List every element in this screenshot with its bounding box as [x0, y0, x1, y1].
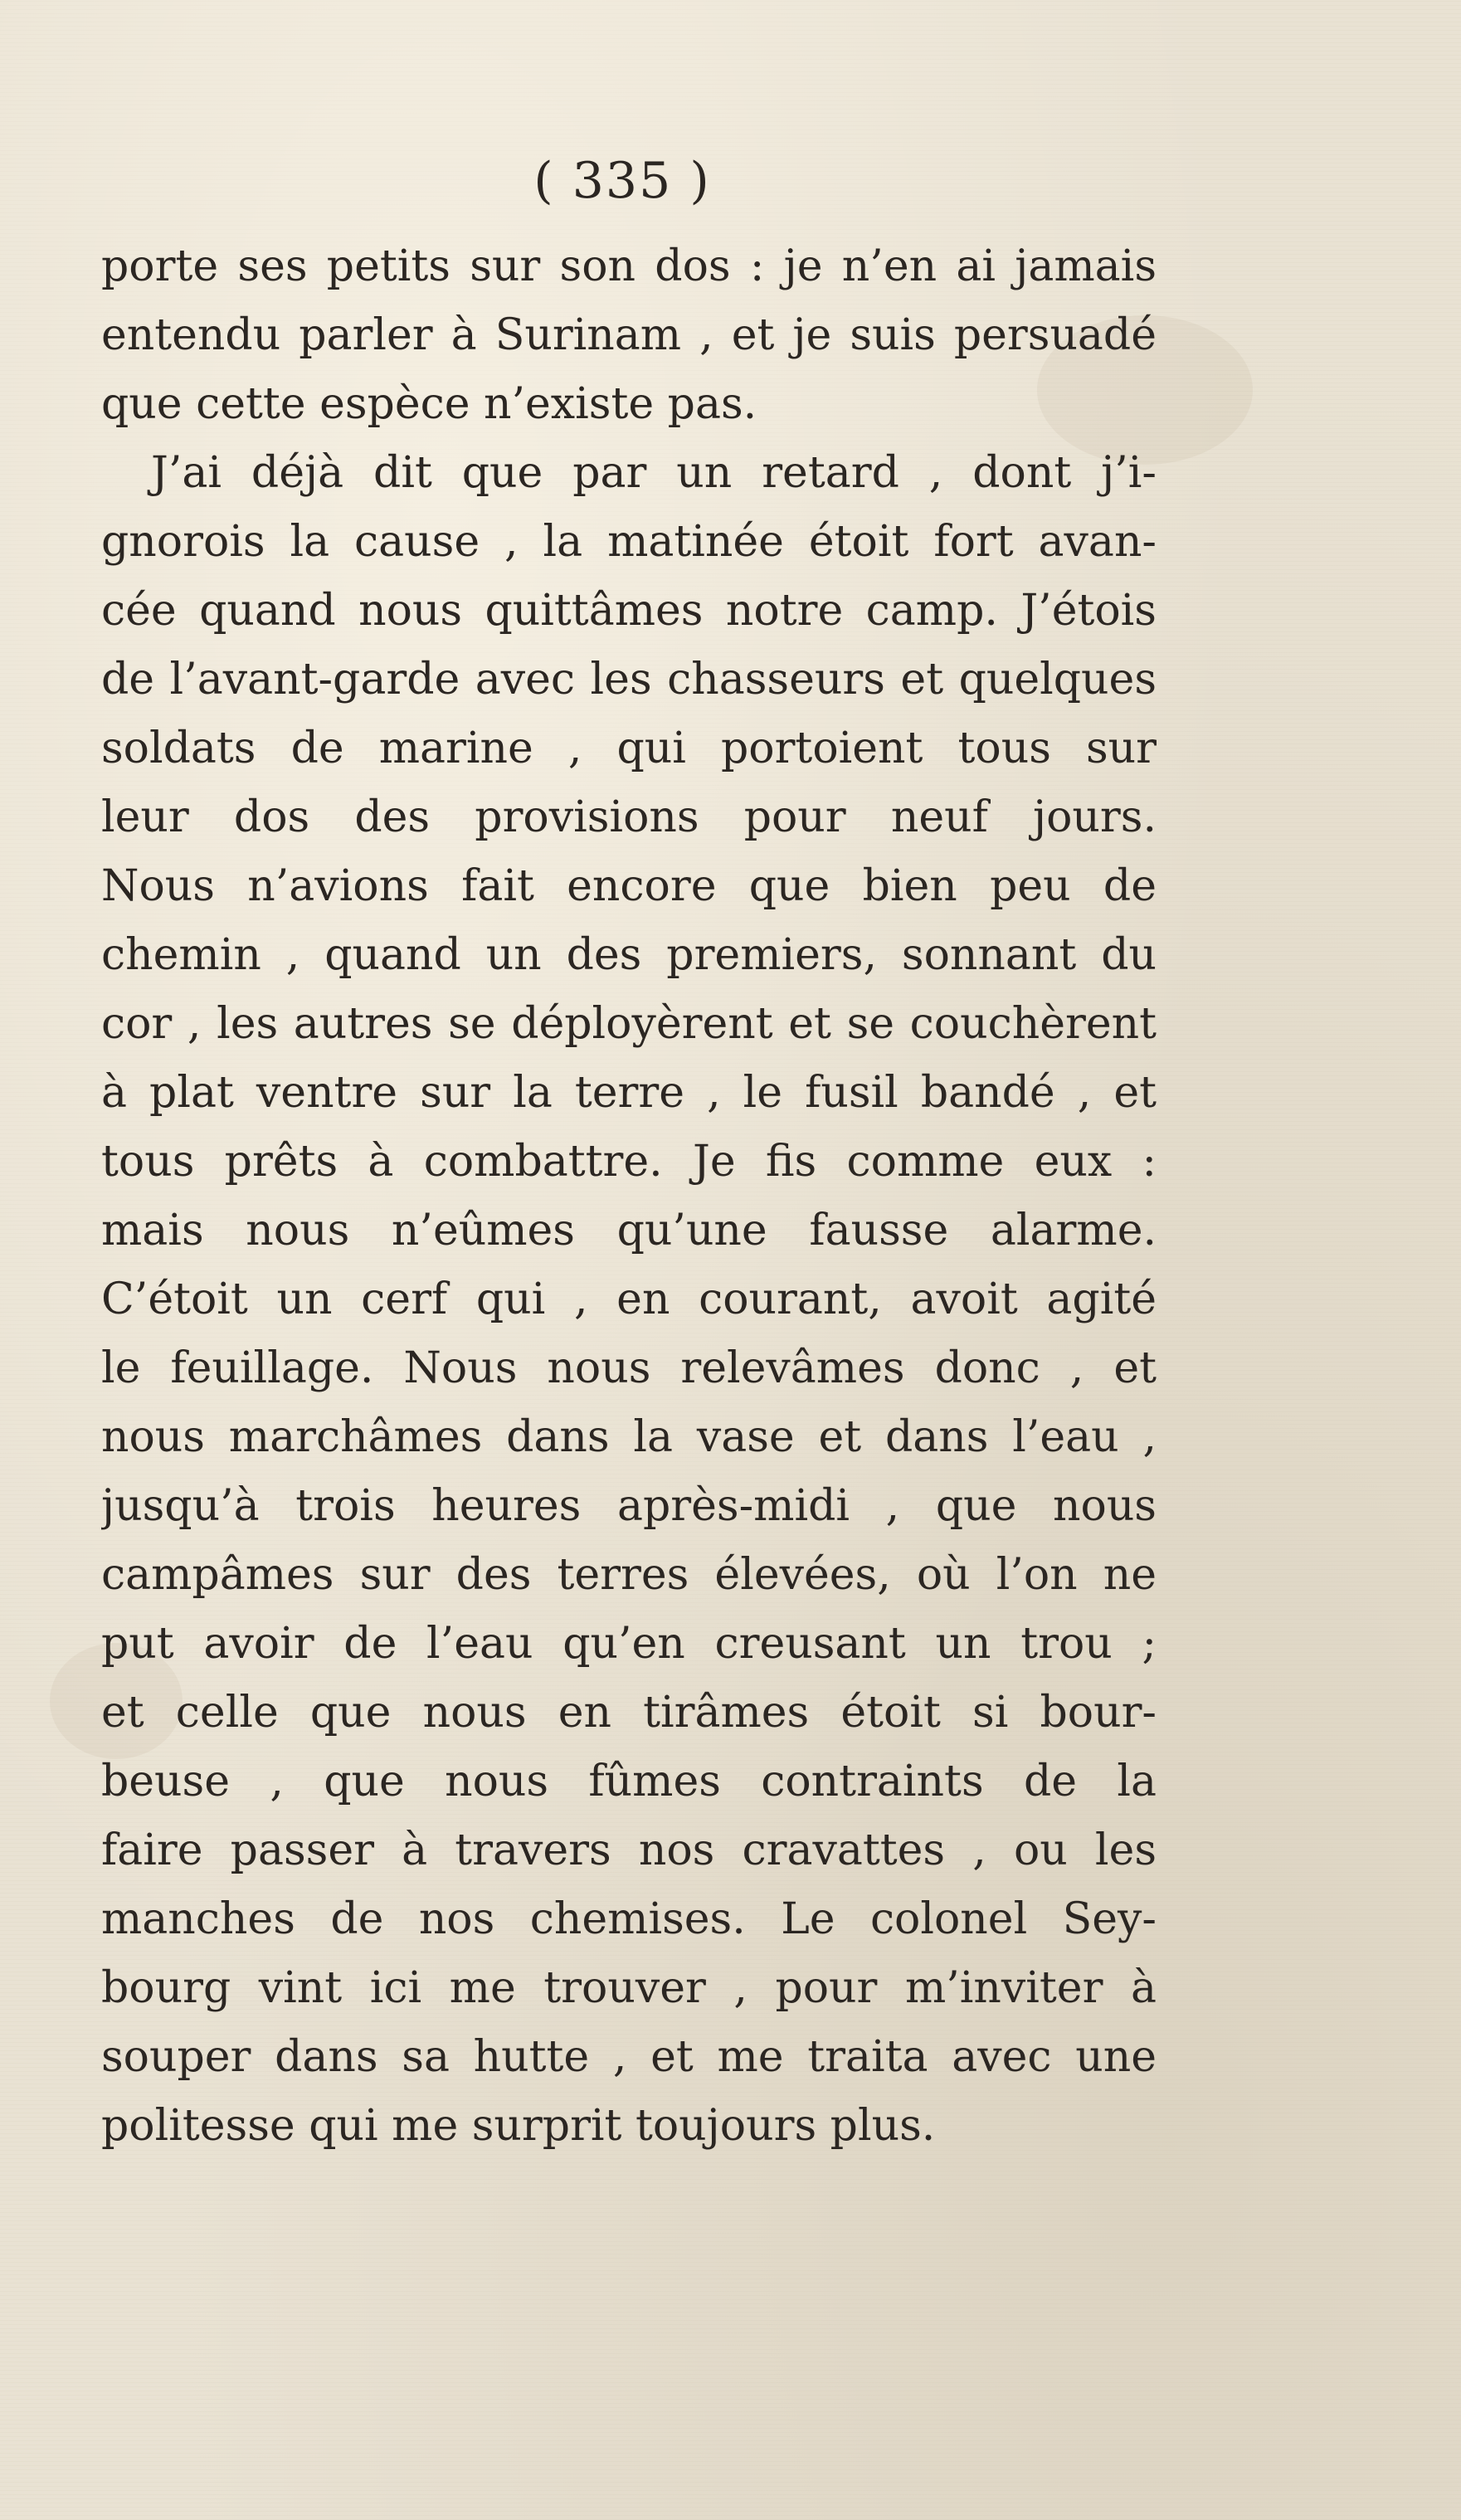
text-line: C’étoit un cerf qui , en courant, avoit agité [101, 1275, 1157, 1324]
text-line: soldats de marine , qui portoient tous sur [101, 724, 1157, 773]
text-line: mais nous n’eûmes qu’une fausse alarme. [101, 1206, 1157, 1255]
text-line: gnorois la cause , la matinée étoit fort avan- [101, 517, 1157, 567]
text-line: cor , les autres se déployèrent et se couchèrent [101, 999, 1157, 1049]
text-line: J’ai déjà dit que par un retard , dont j’i- [151, 448, 1157, 498]
page-number: ( 335 ) [533, 152, 711, 210]
text-line: cée quand nous quittâmes notre camp. J’étois [101, 586, 1157, 636]
text-line: campâmes sur des terres élevées, où l’on ne [101, 1550, 1157, 1600]
text-line: beuse , que nous fûmes contraints de la [101, 1757, 1157, 1806]
text-line: à plat ventre sur la terre , le fusil bandé , et [101, 1068, 1157, 1118]
text-line: nous marchâmes dans la vase et dans l’eau , [101, 1412, 1157, 1462]
text-line: jusqu’à trois heures après-midi , que nous [101, 1481, 1157, 1531]
text-line: leur dos des provisions pour neuf jours. [101, 792, 1157, 842]
text-line: et celle que nous en tirâmes étoit si bour- [101, 1688, 1157, 1738]
text-line: faire passer à travers nos cravattes , ou les [101, 1825, 1157, 1875]
text-line: porte ses petits sur son dos : je n’en ai jamais [101, 241, 1157, 291]
text-line: le feuillage. Nous nous relevâmes donc , et [101, 1343, 1157, 1393]
text-line: politesse qui me surprit toujours plus. [101, 2101, 936, 2151]
text-line: tous prêts à combattre. Je fis comme eux : [101, 1137, 1157, 1187]
text-line: put avoir de l’eau qu’en creusant un trou ; [101, 1619, 1157, 1669]
text-line: chemin , quand un des premiers, sonnant du [101, 930, 1157, 980]
text-line: manches de nos chemises. Le colonel Sey- [101, 1894, 1157, 1944]
body-text [101, 232, 1157, 2161]
text-line: entendu parler à Surinam , et je suis persuadé [101, 310, 1157, 360]
text-line: souper dans sa hutte , et me traita avec une [101, 2032, 1157, 2082]
text-line: que cette espèce n’existe pas. [101, 379, 757, 429]
text-line: Nous n’avions fait encore que bien peu de [101, 861, 1157, 911]
text-line: de l’avant-garde avec les chasseurs et quelques [101, 655, 1157, 704]
text-line: bourg vint ici me trouver , pour m’inviter à [101, 1963, 1157, 2013]
